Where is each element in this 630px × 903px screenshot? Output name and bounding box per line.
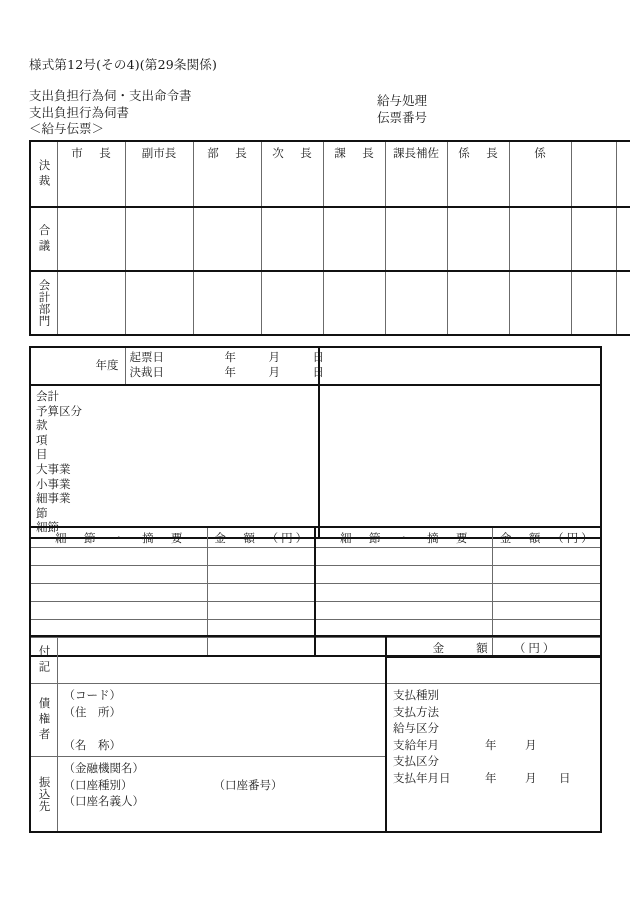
amount-header-cell: [386, 636, 601, 657]
bank-label-cell: [30, 757, 57, 833]
drafting-date-label: 起票日: [129, 350, 164, 364]
creditor-code-label: （コード）: [63, 688, 121, 702]
date-cell[interactable]: [125, 347, 324, 385]
approval-header-blank-1: [572, 142, 616, 145]
form-code: 様式第12号(その4)(第29条関係): [29, 57, 218, 72]
creditor-name-label: （名 称）: [63, 737, 121, 752]
approval-cell-gougi-4[interactable]: [261, 207, 323, 271]
approval-date-label: 決裁日: [129, 365, 164, 379]
approval-table: [29, 140, 630, 336]
budget-header-row: [30, 347, 601, 385]
note-row: [30, 636, 601, 657]
detail-header-description-left: [30, 527, 207, 548]
table-row: [30, 548, 601, 566]
detail-header-amount-right: [492, 527, 601, 548]
detail-cell-amount-left[interactable]: [207, 584, 315, 602]
payment-detail-lines: [387, 684, 600, 788]
approval-cell-gougi-5[interactable]: [323, 207, 385, 271]
approval-row-label-kessai-text: 決裁: [37, 158, 52, 190]
detail-cell-amount-left[interactable]: [207, 566, 315, 584]
payment-date-label: 支払年月日: [393, 770, 451, 785]
approval-cell-gougi-10[interactable]: [616, 207, 630, 271]
drafting-date-month: 月: [268, 350, 280, 364]
detail-cell-description-left[interactable]: [30, 602, 207, 620]
approval-cell-accounting-2[interactable]: [125, 271, 193, 335]
creditor-value-cell[interactable]: [57, 684, 386, 757]
approval-header-assistant-section-head: 課長補佐: [393, 146, 439, 160]
detail-header-amount-left-text: 金 額 （円）: [214, 531, 311, 545]
approval-row-label-kessai: [30, 141, 57, 207]
approval-cell-accounting-7[interactable]: [447, 271, 509, 335]
approval-row-label-accounting-text: 会計部門: [37, 279, 52, 327]
approval-header-section-head: 課 長: [334, 146, 377, 160]
detail-cell-amount-right[interactable]: [492, 584, 601, 602]
detail-cell-amount-left[interactable]: [207, 548, 315, 566]
creditor-label-text: 債権者: [37, 696, 52, 744]
payroll-processing-label: 給与処理: [377, 93, 428, 108]
approval-cell-blank-2[interactable]: [616, 141, 630, 207]
slip-number-label: 伝票番号: [377, 109, 428, 125]
approval-cell-section-head[interactable]: [323, 141, 385, 207]
approval-date-day: 日: [312, 365, 324, 379]
approval-cell-deputy-mayor[interactable]: [125, 141, 193, 207]
approval-cell-accounting-1[interactable]: [57, 271, 125, 335]
approval-date-year: 年: [224, 365, 236, 379]
budget-items-right-blank[interactable]: [319, 385, 601, 538]
form-title-line-3: ＜給与伝票＞: [29, 121, 105, 136]
budget-item-0: 会計: [36, 389, 59, 403]
budget-item-5: 大事業: [36, 461, 71, 476]
note-label-text: 付記: [37, 644, 52, 676]
payment-date-year: 年: [485, 770, 497, 785]
approval-cell-gougi-3[interactable]: [193, 207, 261, 271]
approval-cell-gougi-6[interactable]: [385, 207, 447, 271]
creditor-spacer: [64, 720, 386, 737]
approval-cell-blank-1[interactable]: [571, 141, 616, 207]
fiscal-year-label: 年度: [95, 358, 119, 372]
budget-item-2: 款: [36, 418, 48, 433]
approval-cell-staff[interactable]: [509, 141, 571, 207]
approval-cell-chief[interactable]: [447, 141, 509, 207]
form-title-line-1: 支出負担行為伺・支出命令書: [29, 88, 192, 103]
payment-method-label: 支払方法: [393, 704, 439, 719]
payment-type-label: 支払種別: [393, 688, 439, 702]
creditor-row: [30, 684, 601, 757]
salary-category-label: 給与区分: [393, 721, 439, 735]
approval-header-department-head: 部 長: [207, 146, 250, 160]
approval-row-label-gougi: [30, 207, 57, 271]
approval-cell-gougi-7[interactable]: [447, 207, 509, 271]
approval-row-gougi: [30, 207, 630, 271]
salary-category-row: [393, 720, 600, 737]
approval-cell-gougi-1[interactable]: [57, 207, 125, 271]
detail-cell-description-left[interactable]: [30, 584, 207, 602]
detail-header-amount-left: [207, 527, 315, 548]
table-row: [30, 566, 601, 584]
approval-row-kessai: [30, 141, 630, 207]
note-label-cell: [30, 636, 57, 684]
bottom-table: [29, 635, 602, 833]
payment-period-row: [393, 737, 600, 754]
payment-period-year: 年: [485, 737, 497, 752]
budget-item-3: 項: [36, 432, 48, 447]
budget-item-1: 予算区分: [36, 403, 82, 418]
approval-header-chief: 係 長: [458, 146, 501, 160]
payment-method-row: [393, 704, 600, 721]
approval-cell-gougi-8[interactable]: [509, 207, 571, 271]
table-row: [30, 602, 601, 620]
approval-date-month: 月: [268, 365, 280, 379]
bank-account-row: [64, 777, 386, 794]
approval-cell-assistant-section-head[interactable]: [385, 141, 447, 207]
detail-cell-description-left[interactable]: [30, 548, 207, 566]
approval-cell-department-head[interactable]: [193, 141, 261, 207]
bank-value-cell[interactable]: [57, 757, 386, 833]
approval-header-deputy-mayor: 副市長: [141, 146, 177, 160]
drafting-date-row: [129, 350, 324, 365]
note-value-cell[interactable]: [57, 636, 386, 684]
amount-header-text: 金 額 （円）: [432, 641, 558, 655]
detail-cell-description-right[interactable]: [315, 584, 492, 602]
detail-cell-description-right[interactable]: [315, 566, 492, 584]
approval-cell-accounting-3[interactable]: [193, 271, 261, 335]
budget-item-4: 目: [36, 447, 48, 462]
bank-institution-label: （金融機関名）: [63, 761, 144, 775]
budget-item-7: 細事業: [36, 491, 71, 506]
approval-row-accounting: [30, 271, 630, 335]
detail-cell-description-right[interactable]: [315, 602, 492, 620]
payment-date-row: [393, 770, 600, 787]
approval-row-label-accounting: [30, 271, 57, 335]
creditor-address-label: （住 所）: [63, 704, 121, 719]
approval-cell-deputy-department-head[interactable]: [261, 141, 323, 207]
drafting-date-year: 年: [224, 350, 236, 364]
approval-cell-mayor[interactable]: [57, 141, 125, 207]
payment-date-day: 日: [559, 770, 571, 785]
detail-cell-amount-left[interactable]: [207, 602, 315, 620]
detail-header-description-right-text: 細 節 ・ 摘 要: [340, 531, 471, 545]
approval-cell-accounting-5[interactable]: [323, 271, 385, 335]
detail-header-description-left-text: 細 節 ・ 摘 要: [55, 531, 186, 545]
drafting-date-day: 日: [312, 350, 324, 364]
budget-item-9: 細節: [36, 520, 59, 535]
fiscal-year-cell[interactable]: [30, 347, 125, 385]
detail-cell-amount-right[interactable]: [492, 602, 601, 620]
form-title-block: [29, 88, 192, 138]
approval-header-mayor: 市 長: [71, 146, 114, 160]
creditor-label-cell: [30, 684, 57, 757]
amount-value-cell[interactable]: [386, 657, 601, 684]
budget-item-6: 小事業: [36, 476, 71, 491]
detail-cell-description-left[interactable]: [30, 566, 207, 584]
payment-period-month: 月: [525, 737, 537, 752]
detail-cell-amount-right[interactable]: [492, 548, 601, 566]
payment-type-row: [393, 687, 600, 704]
form-title-line-2: 支出負担行為伺書: [29, 104, 130, 120]
approval-cell-accounting-10[interactable]: [616, 271, 630, 335]
approval-header-staff: 係: [534, 146, 546, 160]
detail-cell-amount-right[interactable]: [492, 566, 601, 584]
bank-account-holder-label: （口座名義人）: [63, 794, 144, 808]
payment-division-row: [393, 753, 600, 770]
approval-cell-accounting-4[interactable]: [261, 271, 323, 335]
approval-date-row: [129, 365, 324, 380]
detail-header-amount-right-text: 金 額 （円）: [499, 531, 596, 545]
approval-cell-accounting-9[interactable]: [571, 271, 616, 335]
approval-cell-gougi-9[interactable]: [571, 207, 616, 271]
bank-account-type-label: （口座種別）: [63, 777, 133, 792]
budget-items-list: [31, 386, 318, 537]
table-row: [30, 584, 601, 602]
approval-row-label-gougi-text: 合議: [37, 223, 52, 255]
budget-items-row: [30, 385, 601, 538]
detail-cell-description-right[interactable]: [315, 548, 492, 566]
creditor-lines: [58, 684, 386, 755]
approval-cell-accounting-8[interactable]: [509, 271, 571, 335]
bank-label-text: 振込先: [37, 776, 52, 812]
approval-header-blank-2: [617, 142, 630, 145]
detail-header-row: [30, 527, 601, 548]
approval-cell-gougi-2[interactable]: [125, 207, 193, 271]
processing-block: [377, 93, 427, 126]
approval-cell-accounting-6[interactable]: [385, 271, 447, 335]
budget-table: [29, 346, 602, 539]
budget-items-cell[interactable]: [30, 385, 319, 538]
budget-item-8: 節: [36, 505, 48, 520]
payment-period-label: 支給年月: [393, 737, 439, 752]
budget-header-right-blank[interactable]: [319, 347, 601, 385]
detail-header-description-right: [315, 527, 492, 548]
approval-header-deputy-department-head: 次 長: [272, 146, 315, 160]
payment-division-label: 支払区分: [393, 754, 439, 768]
payment-date-month: 月: [525, 770, 537, 785]
payment-detail-cell[interactable]: [386, 684, 601, 833]
bank-account-number-label: （口座番号）: [213, 777, 283, 792]
bank-lines: [58, 757, 386, 812]
